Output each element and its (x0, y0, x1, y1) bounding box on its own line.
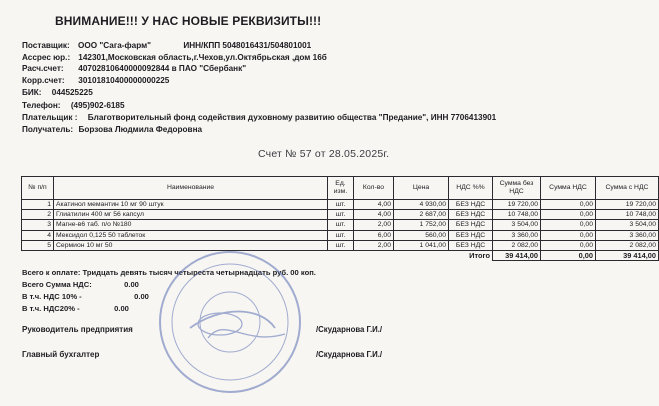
bik-value: 044525225 (51, 88, 93, 97)
row-vat-sum: 0,00 (541, 220, 596, 230)
payer-value: Благотворительный фонд содействия духовному развитию общества "Предание", ИНН 7706413901 (87, 113, 497, 122)
row-sum-vat: 19 720,00 (596, 200, 659, 210)
header-sum-vat: Сумма с НДС (596, 177, 659, 200)
recipient-line (22, 125, 202, 135)
header-vat-sum: Сумма НДС (541, 177, 596, 200)
row-sum-no-vat: 19 720,00 (493, 200, 541, 210)
header-name: Наименование (54, 177, 328, 200)
row-sum-vat: 10 748,00 (596, 210, 659, 220)
row-unit: шт. (328, 200, 354, 210)
table-row (22, 230, 659, 240)
row-vat-sum: 0,00 (541, 210, 596, 220)
total-row (22, 250, 659, 260)
row-price: 2 687,00 (394, 210, 449, 220)
row-name: Мексидол 0,125 50 таблеток (54, 230, 328, 240)
supplier-name: ООО "Сага-фарм" (77, 41, 152, 50)
items-table (21, 176, 659, 261)
row-name: Сермион 10 мг 50 (54, 240, 328, 250)
row-price: 1 041,00 (394, 240, 449, 250)
corr-label: Корр.счет: (22, 76, 65, 85)
vat10-label: В т.ч. НДС 10% - (22, 292, 82, 301)
vat20-value: 0.00 (114, 304, 129, 313)
header-qty: Кол-во (354, 177, 394, 200)
payer-line (22, 113, 496, 123)
phone-label: Телефон: (22, 101, 61, 110)
row-price: 1 752,00 (394, 220, 449, 230)
total-vat: 0,00 (541, 250, 596, 260)
account-line (22, 64, 246, 74)
vat-total-label: Всего Сумма НДС: (22, 280, 92, 289)
row-price: 4 930,00 (394, 200, 449, 210)
row-sum-no-vat: 3 360,00 (493, 230, 541, 240)
vat-total-line (22, 280, 139, 290)
row-vat: БЕЗ НДС (449, 210, 493, 220)
row-name: Акатинол мемантин 10 мг 90 штук (54, 200, 328, 210)
amount-in-words: Всего к оплате: Тридцать девять тысяч четыреста четырнадцать руб. 00 коп. (22, 268, 316, 277)
row-name: Магне-в6 таб. п/о №180 (54, 220, 328, 230)
row-sum-vat: 3 360,00 (596, 230, 659, 240)
bik-label: БИК: (22, 88, 42, 97)
row-num: 2 (22, 210, 54, 220)
accountant-signature-label: Главный бухгалтер (22, 350, 100, 359)
row-vat: БЕЗ НДС (449, 230, 493, 240)
row-num: 3 (22, 220, 54, 230)
row-qty: 2,00 (354, 240, 394, 250)
account-value: 40702810640000092844 в ПАО "Сбербанк" (78, 64, 247, 73)
row-sum-vat: 2 082,00 (596, 240, 659, 250)
row-vat: БЕЗ НДС (449, 240, 493, 250)
row-sum-no-vat: 3 504,00 (493, 220, 541, 230)
phone-line (22, 101, 125, 111)
total-no-vat: 39 414,00 (493, 250, 541, 260)
row-unit: шт. (328, 220, 354, 230)
row-sum-no-vat: 2 082,00 (493, 240, 541, 250)
head-signature-name: /Скударнова Г.И./ (316, 325, 383, 334)
address-label: Ассрес юр.: (22, 53, 71, 62)
account-label: Расч.счет: (22, 64, 64, 73)
row-name: Глиатилин 400 мг 56 капсул (54, 210, 328, 220)
header-unit: Ед. изм. (328, 177, 354, 200)
address-line (22, 53, 327, 63)
header-vat-pct: НДС %% (449, 177, 493, 200)
row-qty: 2,00 (354, 220, 394, 230)
row-unit: шт. (328, 230, 354, 240)
row-unit: шт. (328, 210, 354, 220)
vat10-line (22, 292, 149, 302)
corr-line (22, 76, 169, 86)
table-row (22, 240, 659, 250)
row-unit: шт. (328, 240, 354, 250)
inn-value: 5048016431/504801001 (222, 41, 312, 50)
row-num: 5 (22, 240, 54, 250)
inn-label: ИНН/КПП (183, 41, 221, 50)
vat-total-value: 0.00 (124, 280, 139, 289)
row-vat: БЕЗ НДС (449, 200, 493, 210)
row-num: 4 (22, 230, 54, 240)
address-value: 142301,Московская область,г.Чехов,ул.Октябрьская ,дом 16б (78, 53, 327, 62)
phone-value: (495)902-6185 (70, 101, 125, 110)
bik-line (22, 88, 93, 98)
row-qty: 4,00 (354, 210, 394, 220)
row-sum-no-vat: 10 748,00 (493, 210, 541, 220)
row-price: 560,00 (394, 230, 449, 240)
notice-heading: ВНИМАНИЕ!!! У НАС НОВЫЕ РЕКВИЗИТЫ!!! (55, 14, 322, 28)
head-signature-label: Руководитель предприятия (22, 325, 133, 334)
recipient-label: Получатель: (22, 125, 74, 134)
recipient-value: Борзова Людмила Федоровна (78, 125, 203, 134)
company-stamp (150, 246, 310, 396)
header-sum-no-vat: Сумма без НДС (493, 177, 541, 200)
row-vat-sum: 0,00 (541, 200, 596, 210)
row-sum-vat: 3 504,00 (596, 220, 659, 230)
row-vat-sum: 0,00 (541, 230, 596, 240)
total-with-vat: 39 414,00 (596, 250, 659, 260)
table-row (22, 200, 659, 210)
table-row (22, 210, 659, 220)
table-row (22, 220, 659, 230)
row-qty: 6,00 (354, 230, 394, 240)
row-qty: 4,00 (354, 200, 394, 210)
corr-value: 30101810400000000225 (78, 76, 170, 85)
row-vat-sum: 0,00 (541, 240, 596, 250)
vat20-line (22, 304, 129, 314)
total-label: Итого (469, 251, 490, 261)
header-num: № п/п (22, 177, 54, 200)
invoice-title: Счет № 57 от 28.05.2025г. (258, 148, 390, 160)
supplier-line (22, 41, 311, 51)
payer-label: Плательщик : (22, 113, 78, 122)
vat10-value: 0.00 (134, 292, 149, 301)
row-num: 1 (22, 200, 54, 210)
accountant-signature-name: /Скударнова Г.И./ (316, 350, 383, 359)
header-price: Цена (394, 177, 449, 200)
vat20-label: В т.ч. НДС20% - (22, 304, 80, 313)
row-vat: БЕЗ НДС (449, 220, 493, 230)
table-header-row (22, 177, 659, 200)
supplier-label: Поставщик: (22, 41, 70, 50)
